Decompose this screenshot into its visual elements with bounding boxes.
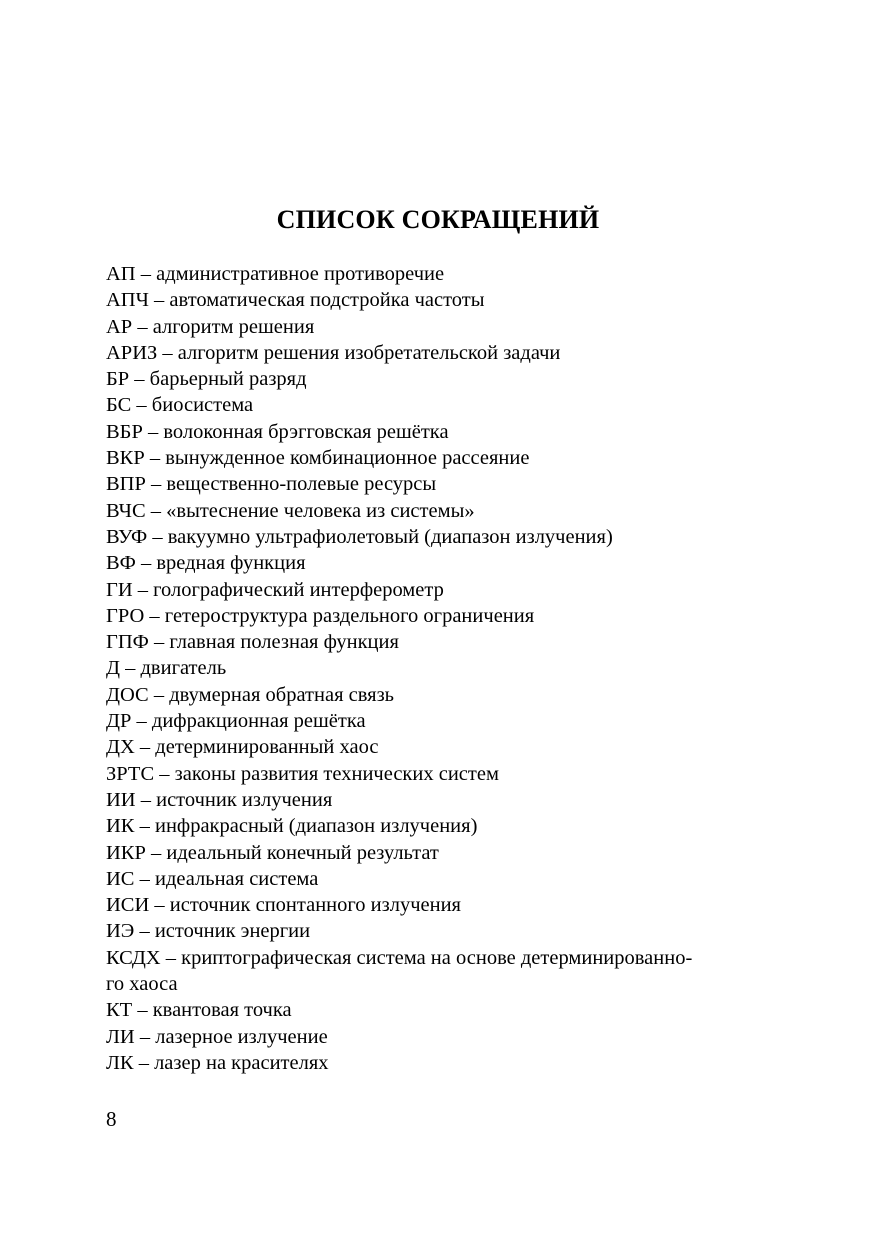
list-item: ВЧС – «вытеснение человека из системы» (106, 499, 475, 522)
page-number: 8 (106, 1107, 117, 1131)
list-item: ГПФ – главная полезная функция (106, 631, 399, 654)
list-item: ВКР – вынужденное комбинационное рассеяние (106, 447, 530, 470)
list-item: го хаоса (106, 973, 178, 996)
list-item: ЗРТС – законы развития технических систем (106, 762, 499, 785)
list-item: Д – двигатель (106, 657, 227, 680)
list-item: ИК – инфракрасный (диапазон излучения) (106, 815, 478, 838)
list-item: АР – алгоритм решения (106, 315, 315, 338)
list-item: ВБР – волоконная брэгговская решётка (106, 420, 449, 443)
list-item: КТ – квантовая точка (106, 999, 292, 1022)
list-item: ИКР – идеальный конечный результат (106, 841, 439, 864)
list-item: ГИ – голографический интерферометр (106, 578, 444, 601)
page-title: СПИСОК СОКРАЩЕНИЙ (276, 205, 600, 234)
list-item: ГРО – гетероструктура раздельного ограничения (106, 604, 535, 627)
list-item: БС – биосистема (106, 394, 254, 417)
list-item: ЛИ – лазерное излучение (106, 1025, 328, 1048)
list-item: ВПР – вещественно-полевые ресурсы (106, 473, 437, 496)
list-item: ДОС – двумерная обратная связь (106, 683, 395, 706)
list-item: АПЧ – автоматическая подстройка частоты (106, 289, 485, 312)
list-item: ДХ – детерминированный хаос (106, 736, 379, 759)
list-item: ИЭ – источник энергии (106, 920, 311, 943)
list-item: ЛК – лазер на красителях (106, 1051, 329, 1074)
list-item: КСДХ – криптографическая система на основе детерминированно- (106, 946, 693, 969)
abbreviation-list (106, 261, 786, 1076)
list-item: БР – барьерный разряд (106, 368, 307, 391)
list-item: ВУФ – вакуумно ультрафиолетовый (диапазон излучения) (106, 525, 613, 548)
list-item: АП – административное противоречие (106, 263, 445, 285)
list-item: АРИЗ – алгоритм решения изобретательской задачи (106, 341, 561, 364)
list-item: ИСИ – источник спонтанного излучения (106, 894, 461, 917)
list-item: ВФ – вредная функция (106, 552, 306, 575)
list-item: ДР – дифракционная решётка (106, 710, 366, 733)
list-item: ИС – идеальная система (106, 867, 319, 890)
list-item: ИИ – источник излучения (106, 788, 333, 811)
